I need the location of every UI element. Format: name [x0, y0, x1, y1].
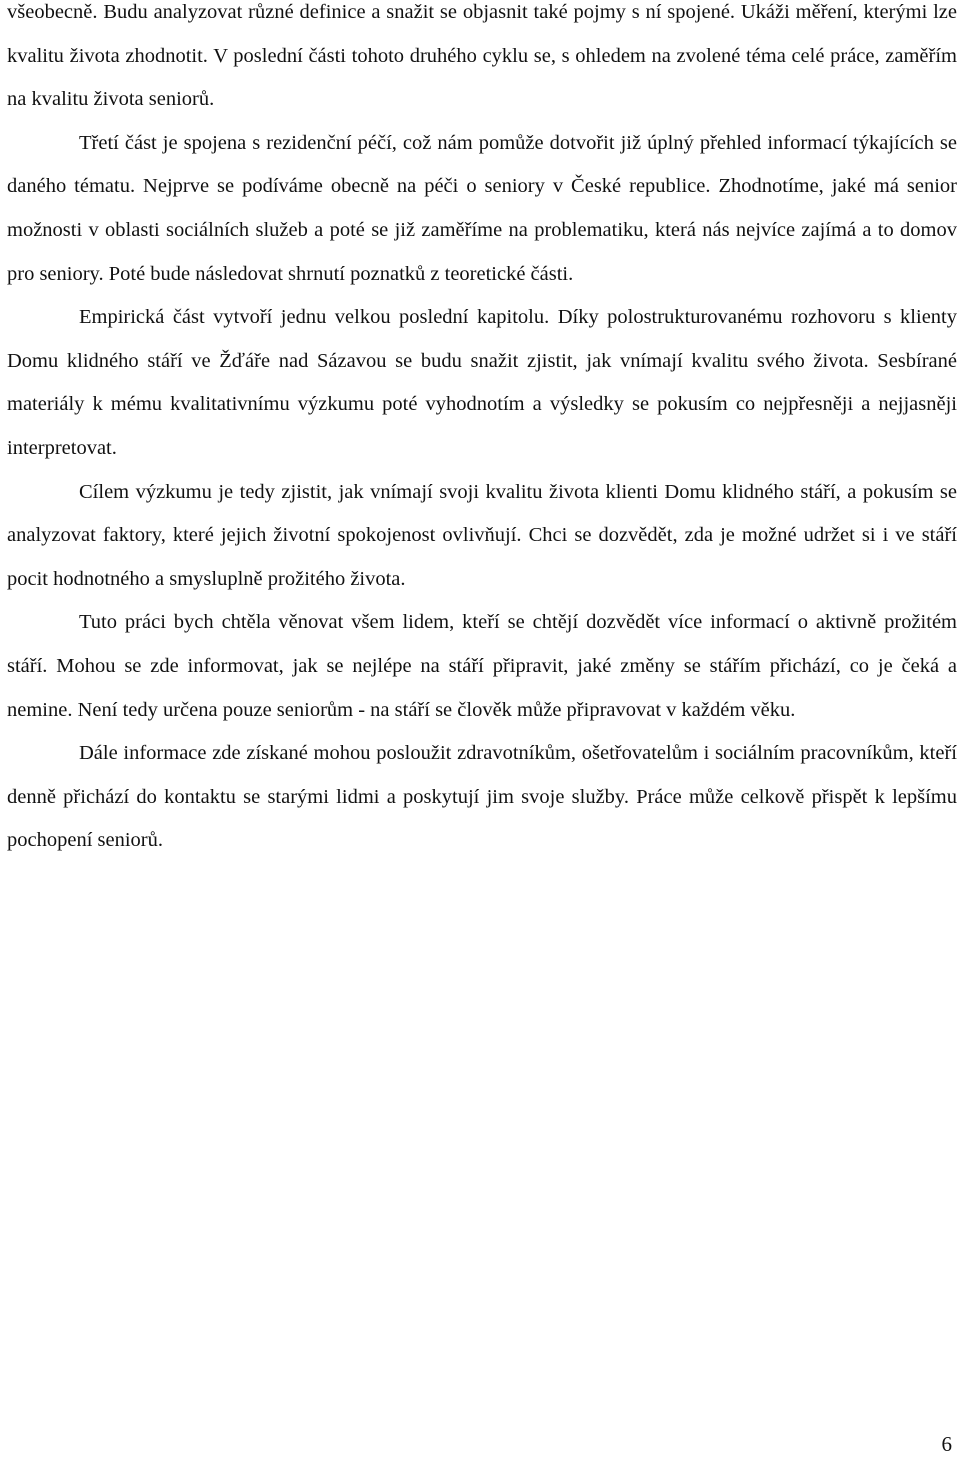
paragraph-residential-care: Třetí část je spojena s rezidenční péčí, což nám pomůže dotvořit již úplný přehled informací týkajících se daného tématu. Nejprve se podíváme obecně na péči o seniory v České republice. Zhodnotíme, jaké má senior možnosti v oblasti sociálních služeb a poté se již zaměříme na problematiku, která nás nejvíce zajímá a to domov pro seniory. Poté bude následovat shrnutí poznatků z teoretické části. — [7, 131, 957, 285]
document-page — [7, 0, 957, 863]
paragraph-research-goal: Cílem výzkumu je tedy zjistit, jak vnímají svoji kvalitu života klienti Domu klidného stáří, a pokusím se analyzovat faktory, které jejich životní spokojenost ovlivňují. Chci se dozvědět, zda je možné udržet si i ve stáří pocit hodnotného a smysluplně prožitého života. — [7, 480, 957, 590]
paragraph-continuation: všeobecně. Budu analyzovat různé definice a snažit se objasnit také pojmy s ní spojené. Ukáži měření, kterými lze kvalitu života zhodnotit. V poslední části tohoto druhého cyklu se, s ohledem na zvolené téma celé práce, zaměřím na kvalitu života seniorů. — [7, 1, 957, 111]
paragraph-usefulness: Dále informace zde získané mohou posloužit zdravotníkům, ošetřovatelům i sociálním pracovníkům, kteří denně přichází do kontaktu se starými lidmi a poskytují jim svoje služby. Práce může celkově přispět k lepšímu pochopení seniorů. — [7, 742, 957, 852]
page-number: 6 — [941, 1432, 952, 1456]
paragraph-dedication: Tuto práci bych chtěla věnovat všem lidem, kteří se chtějí dozvědět více informací o aktivně prožitém stáří. Mohou se zde informovat, jak se nejlépe na stáří připravit, jaké změny se stářím přichází, co je čeká a nemine. Není tedy určena pouze seniorům - na stáří se člověk může připravovat v každém věku. — [7, 611, 957, 721]
paragraph-empirical-part: Empirická část vytvoří jednu velkou poslední kapitolu. Díky polostrukturovanému rozhovoru s klienty Domu klidného stáří ve Žďáře nad Sázavou se budu snažit zjistit, jak vnímají kvalitu svého života. Sesbírané materiály k mému kvalitativnímu výzkumu poté vyhodnotím a výsledky se pokusím co nejpřesněji a nejjasněji interpretovat. — [7, 306, 957, 459]
